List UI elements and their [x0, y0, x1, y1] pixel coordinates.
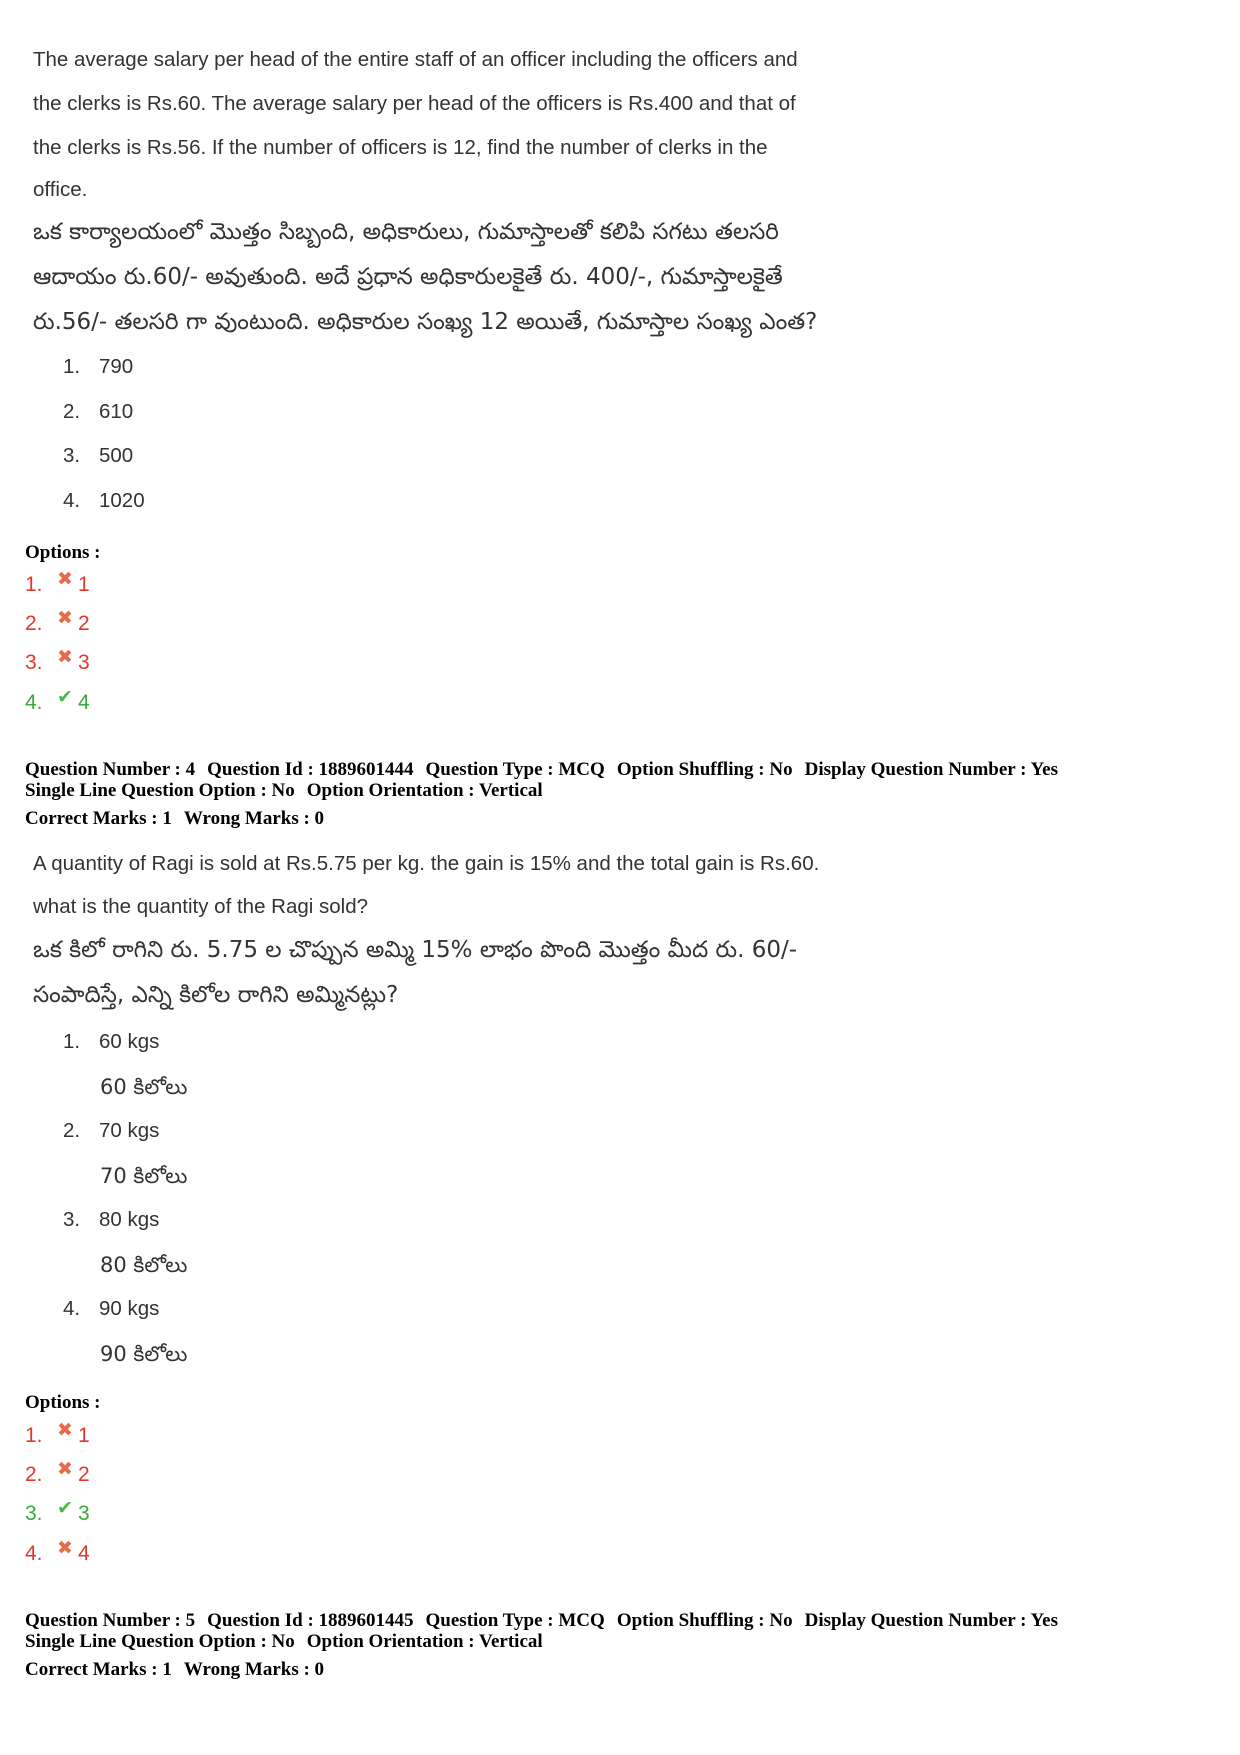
answer-choice: 1. 790: [63, 355, 134, 378]
answer-choice: 3. 500: [63, 444, 134, 467]
options-label: Options :: [25, 1392, 101, 1413]
question-4-marks: Correct Marks : 1 Wrong Marks : 0: [25, 808, 325, 829]
option-row: 4. ✔ 4: [25, 688, 90, 718]
answer-choice: 3. 80 kgs: [63, 1208, 160, 1231]
cross-icon: ✖: [57, 569, 73, 590]
question-4-text: [33, 842, 819, 1376]
answer-choice-telugu: 70 కిలోలు: [100, 1163, 188, 1188]
question-line-telugu: ఆదాయం రు.60/- అవుతుంది. అదే ప్రధాన అధికారులకైతే రు. 400/-, గుమాస్తాలకైతే: [33, 264, 783, 290]
question-line: the clerks is Rs.56. If the number of officers is 12, find the number of clerks in the: [33, 136, 768, 159]
question-3-text: [33, 38, 817, 523]
check-icon: ✔: [57, 687, 73, 708]
answer-choice: 4. 90 kgs: [63, 1297, 160, 1320]
option-row: 4. ✖ 4: [25, 1539, 90, 1569]
cross-icon: ✖: [57, 647, 73, 668]
question-line: The average salary per head of the entire staff of an officer including the officers and: [33, 48, 798, 71]
cross-icon: ✖: [57, 608, 73, 629]
check-icon: ✔: [57, 1498, 73, 1519]
option-row: 1. ✖ 1: [25, 1421, 90, 1451]
question-4-meta: Single Line Question Option : No Option Orientation : Vertical: [25, 780, 543, 801]
answer-choice-telugu: 60 కిలోలు: [100, 1074, 188, 1099]
question-4-meta: Question Number : 4 Question Id : 1889601444 Question Type : MCQ Option Shuffling : No Display Question Number : Yes: [25, 759, 1058, 780]
cross-icon: ✖: [57, 1420, 73, 1441]
option-row: 3. ✔ 3: [25, 1499, 90, 1529]
option-row: 2. ✖ 2: [25, 609, 90, 639]
question-line: A quantity of Ragi is sold at Rs.5.75 per kg. the gain is 15% and the total gain is Rs.60.: [33, 852, 820, 875]
cross-icon: ✖: [57, 1538, 73, 1559]
option-row: 3. ✖ 3: [25, 648, 90, 678]
cross-icon: ✖: [57, 1459, 73, 1480]
question-5-meta: Single Line Question Option : No Option Orientation : Vertical: [25, 1631, 543, 1652]
question-line-telugu: ఒక కిలో రాగిని రు. 5.75 ల చొప్పున అమ్మి 15% లాభం పొంది మొత్తం మీద రు. 60/-: [33, 937, 798, 963]
answer-choice: 2. 610: [63, 399, 134, 423]
option-row: 1. ✖ 1: [25, 570, 90, 600]
question-line: the clerks is Rs.60. The average salary per head of the officers is Rs.400 and that of: [33, 92, 796, 115]
options-label: Options :: [25, 542, 101, 563]
answer-choice-telugu: 90 కిలోలు: [100, 1341, 188, 1366]
question-line: what is the quantity of the Ragi sold?: [33, 895, 369, 918]
question-line: office.: [33, 178, 88, 201]
option-row: 2. ✖ 2: [25, 1460, 90, 1490]
question-line-telugu: ఒక కార్యాలయంలో మొత్తం సిబ్బంది, అధికారులు, గుమాస్తాలతో కలిపి సగటు తలసరి: [33, 219, 779, 245]
answer-choice-telugu: 80 కిలోలు: [100, 1252, 188, 1277]
answer-choice: 2. 70 kgs: [63, 1119, 160, 1142]
question-line-telugu: సంపాదిస్తే, ఎన్ని కిలోల రాగిని అమ్మినట్లు?: [33, 982, 399, 1008]
answer-choice: 1. 60 kgs: [63, 1030, 160, 1053]
question-5-meta: Question Number : 5 Question Id : 1889601445 Question Type : MCQ Option Shuffling : No Display Question Number : Yes: [25, 1610, 1058, 1631]
question-5-marks: Correct Marks : 1 Wrong Marks : 0: [25, 1659, 325, 1680]
question-line-telugu: రు.56/- తలసరి గా వుంటుంది. అధికారుల సంఖ్య 12 అయితే, గుమాస్తాల సంఖ్య ఎంత?: [33, 309, 818, 335]
answer-choice: 4. 1020: [63, 488, 145, 512]
